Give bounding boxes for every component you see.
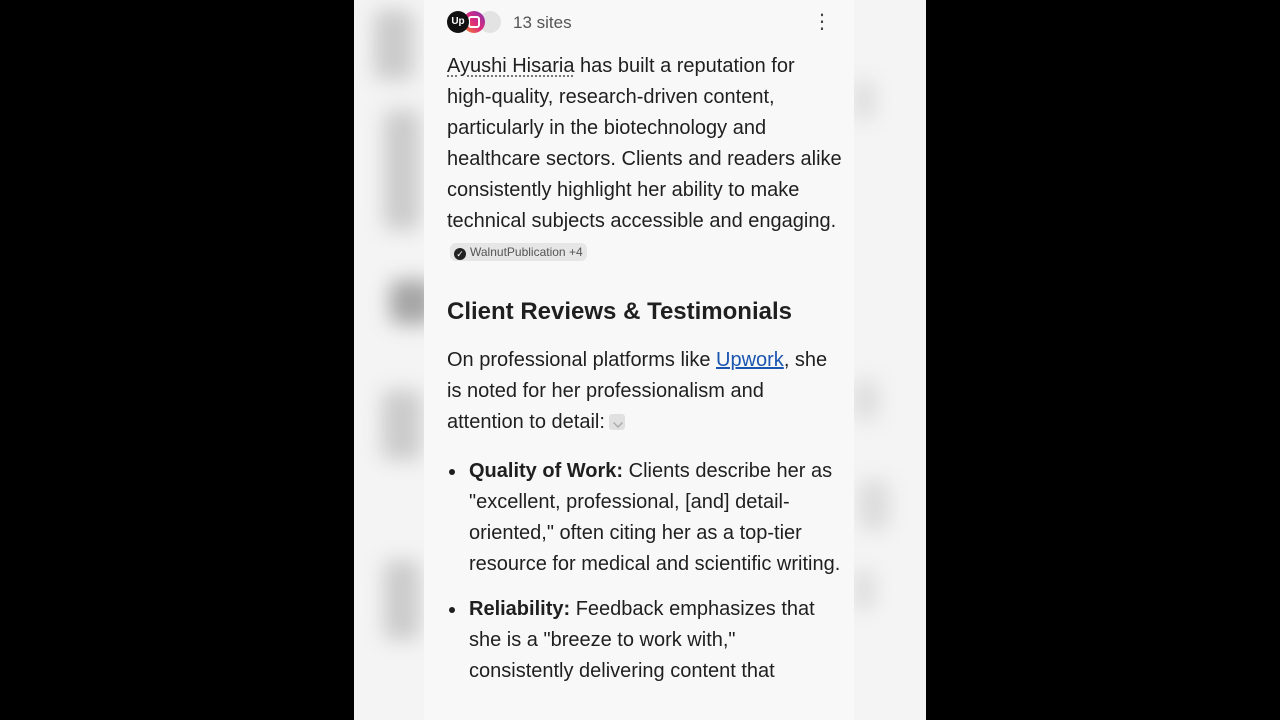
citation-chip[interactable] — [450, 243, 587, 261]
upwork-link[interactable]: Upwork — [716, 349, 784, 371]
blurred-background — [384, 110, 420, 230]
bullet-label: Quality of Work: — [469, 460, 624, 482]
source-icons[interactable] — [447, 11, 507, 35]
section-text-after: , she is noted for her professionalism and attention to detail: — [447, 349, 828, 433]
section-heading: Client Reviews & Testimonials — [447, 298, 792, 325]
bullet-label: Reliability: — [469, 598, 571, 620]
person-name-link[interactable]: Ayushi Hisaria — [447, 55, 575, 77]
bullet-text: Clients describe her as "excellent, professional, [and] detail-oriented," often citing her as a top-tier resource for medical and scientific writing. — [469, 460, 841, 575]
blurred-background — [859, 480, 889, 530]
list-item — [447, 456, 842, 580]
more-options-icon[interactable]: ⋮ — [812, 11, 832, 33]
testimonial-list — [447, 456, 842, 701]
verified-check-icon: ✓ — [454, 248, 466, 260]
sites-count[interactable]: 13 sites — [513, 13, 572, 32]
sources-row[interactable] — [447, 10, 832, 36]
answer-card — [424, 0, 854, 720]
image-reference-icon[interactable] — [609, 414, 625, 430]
blurred-background — [854, 380, 878, 420]
citation-chip-label: WalnutPublication +4 — [470, 245, 583, 259]
section-paragraph — [447, 345, 842, 438]
bullet-text: Feedback emphasizes that she is a "breeze to work with," consistently delivering content that — [469, 598, 815, 682]
intro-text: has built a reputation for high-quality, research-driven content, particularly in the biotechnology and healthcare sectors. Clients and readers alike consistently highlight her ability to make technical subjects accessible and engaging. — [447, 55, 842, 232]
section-text-before: On professional platforms like — [447, 349, 717, 371]
upwork-icon: Up — [447, 11, 469, 33]
blurred-background — [382, 390, 422, 460]
intro-paragraph — [447, 51, 842, 268]
blurred-background — [374, 10, 414, 80]
blurred-background — [384, 560, 420, 640]
phone-screen — [354, 0, 926, 720]
blurred-background — [854, 570, 874, 610]
list-item — [447, 594, 842, 687]
blurred-background — [854, 80, 874, 120]
